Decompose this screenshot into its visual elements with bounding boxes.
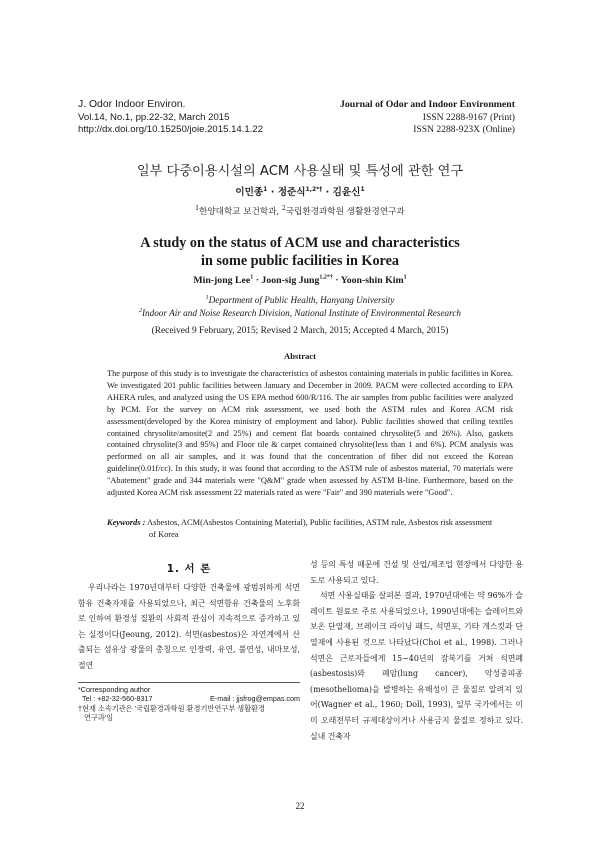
journal-name: Journal of Odor and Indoor Environment — [339, 99, 515, 110]
korean-affil-1: 한양대학교 보건학과, — [199, 207, 282, 217]
intro-paragraph-continued: 성 등의 특성 때문에 건설 및 산업/제조업 현장에서 다양한 용도로 사용되고 있다. — [310, 560, 523, 585]
affiliation-note-line-1: †현재 소속기관은 '국립환경과학원 환경기반연구부 생활환경 — [78, 703, 265, 713]
abstract-text: The purpose of this study is to investigate the characteristics of asbestos containing materials in public facilities in Korea. We investigated 201 public facilities between January and December in 2009. PACM were collected according to EPA AHERA rules, and analyzed using the US EPA method 600/R/116. The air samples from public facilities were analyzed by PCM. For the survey on ACM risk assessment, we used both the ASTM rules and Korea ACM risk assessment(developed by the Korea ministry of employment and labor). Public facilities showed that ceiling textiles contained chrysolite/amosite(2 and 25%) and cement flat boards contained chrysolite(5 and 26%). Also, gaskets contained chrysolite(3 and 95%) and Floor tile & carpet contained chrysolite(less than 1 and 6%). PCM analysis was performed on all air samples, and it was found that the concentration of fiber did not exceed the Korean guideline(0.01f/cc). In this study, it was found that according to the ASTM rule of asbestos material, 70 materials were "Abatement" grade and 344 materials were "Q&M" grade when assessed by ASTM B-line. Furthermore, based on the adjusted Korea ACM risk assessment 22 materials rated as were "Fair" and 390 materials were "Good". — [107, 369, 513, 498]
english-affil-1-sup: 1 — [205, 294, 209, 301]
issn-online: ISSN 2288-923X (Online) — [413, 124, 515, 136]
body-column-left — [78, 580, 300, 674]
english-affiliations — [0, 294, 600, 320]
page-number: 22 — [295, 801, 305, 811]
header-right — [340, 99, 515, 137]
korean-title: 일부 다중이용시설의 ACM 사용실태 및 특성에 관한 연구 — [136, 164, 464, 179]
korean-author-2: 정준식 — [277, 187, 306, 198]
english-author-3: Yoon-shin Kim — [340, 275, 404, 286]
keywords-text: Asbestos, ACM(Asbestos Containing Material), Public facilities, ASTM rule, Asbestos risk assessment — [145, 518, 493, 527]
english-author-3-sup: 1 — [403, 274, 407, 281]
english-affil-2: Indoor Air and Noise Research Division, National Institute of Environmental Research — [141, 308, 462, 318]
doi-link[interactable]: http://dx.doi.org/10.15250/joie.2015.14.1.22 — [78, 124, 264, 136]
english-title — [0, 235, 600, 270]
issn-print: ISSN 2288-9167 (Print) — [422, 111, 515, 123]
keywords — [107, 517, 513, 541]
keywords-continuation: of Korea — [149, 530, 179, 539]
body-column-right — [310, 557, 523, 744]
english-affil-1: Department of Public Health, Hanyang University — [208, 295, 395, 305]
intro-paragraph-2: 석면 사용실태를 살펴본 결과, 1970년대에는 약 96%가 슬레이트 원료로 주로 사용되었으나, 1990년대에는 슬레이트와 보온 단열재, 브레이크 라이닝 패드, 석면포, 기타 개스킷과 단열재에 사용된 것으로 나타났다(Choi et al., 1998). 그러나 석면은 근로자들에게 15~40년의 잠복기를 거쳐 석면폐(asbestosis)와 폐암(lung cancer), 악성중피종(mesothelioma)을 발병하는 유해성이 큰 물질로 알려져 있어(Wagner et al., 1960; Doll, 1993), 일부 국가에서는 이미 오래전부터 규제대상이거나 사용금지 물질로 정하고 있다. 실내 건축자 — [310, 591, 523, 741]
english-author-2-sup: 1,2*† — [319, 274, 333, 281]
korean-author-1-sup: 1 — [263, 185, 268, 193]
corresponding-author: *Corresponding author — [78, 685, 151, 694]
english-author-1: Min-jong Lee — [193, 275, 251, 286]
contact-tel: Tel : +82-32-560-8317 — [82, 694, 153, 704]
english-author-1-sup: 1 — [250, 274, 254, 281]
author-separator: · — [255, 275, 259, 286]
korean-author-2-sup: 1,2*† — [305, 185, 323, 193]
footnote — [78, 685, 300, 723]
keywords-label: Keywords : — [107, 518, 146, 527]
footnote-rule — [78, 682, 300, 683]
english-authors — [0, 275, 600, 286]
contact-row — [78, 694, 300, 703]
korean-author-3-sup: 1 — [360, 185, 365, 193]
korean-authors — [0, 184, 600, 198]
received-dates: (Received 9 February, 2015; Revised 2 March, 2015; Accepted 4 March, 2015) — [151, 326, 449, 336]
volume-info: Vol.14, No.1, pp.22-32, March 2015 — [78, 111, 230, 123]
english-title-line-2: in some public facilities in Korea — [201, 252, 399, 269]
korean-affil-2-sup: 2 — [281, 205, 286, 213]
korean-author-3: 김윤신 — [332, 187, 361, 198]
affiliation-note-line-2: 연구과'임 — [84, 713, 114, 723]
english-title-line-1: A study on the status of ACM use and characteristics — [140, 235, 460, 251]
contact-email[interactable]: E-mail : jjsfrog@empas.com — [210, 694, 300, 704]
author-separator: · — [325, 187, 330, 198]
korean-affiliations — [0, 205, 600, 217]
intro-paragraph-1: 우리나라는 1970년대부터 다양한 건축물에 광범위하게 석면함유 건축자재를 사용되었으나, 최근 석면함유 건축물의 노후화로 인하여 환경성 질환의 사회적 관심이 지속적으로 증가하고 있는 실정이다(Jeoung, 2012). 석면(asbestos)은 자연계에서 산출되는 섬유상 광물의 총칭으로 인장력, 유연, 불연성, 내마모성, 절연 — [78, 583, 300, 670]
journal-abbrev: J. Odor Indoor Environ. — [78, 99, 186, 110]
korean-affil-2: 국립환경과학원 생활환경연구과 — [285, 207, 405, 217]
section-heading-introduction: 1. 서 론 — [166, 563, 212, 575]
english-author-2: Joon-sig Jung — [261, 275, 320, 286]
abstract-heading: Abstract — [284, 351, 316, 361]
header-left — [78, 99, 263, 137]
korean-author-1: 이민종 — [235, 187, 264, 198]
author-separator: · — [270, 187, 275, 198]
english-affil-2-sup: 2 — [138, 307, 142, 314]
author-separator: · — [335, 275, 339, 286]
korean-affil-1-sup: 1 — [195, 205, 200, 213]
